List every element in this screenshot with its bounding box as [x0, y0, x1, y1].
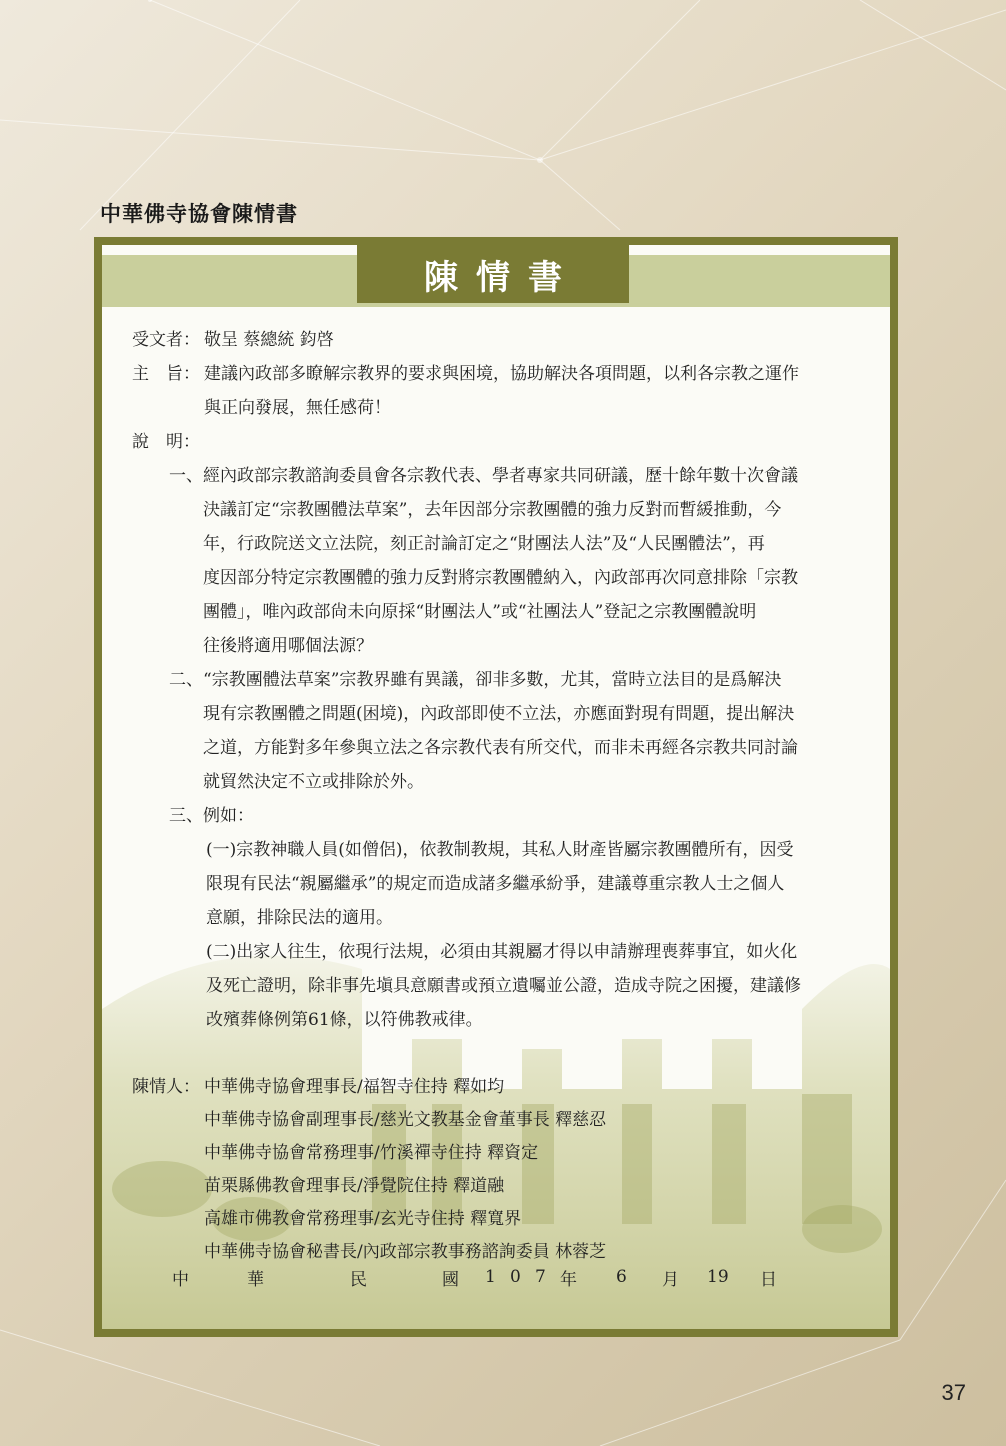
page-number: 37	[941, 1380, 966, 1405]
sub-item-2	[132, 935, 872, 1037]
item-line: 就貿然決定不立或排除於外。	[203, 772, 424, 792]
item-line: 現有宗教團體之問題(困境)，內政部即使不立法，亦應面對現有問題，提出解決	[203, 704, 795, 724]
section-title: 中華佛寺協會陳情書	[100, 202, 298, 226]
date-char: 國	[442, 1269, 459, 1290]
recipient-row	[132, 323, 872, 357]
item-number: 一、	[169, 466, 203, 486]
sub-item-1	[132, 833, 872, 935]
petitioner-line: 高雄市佛教會常務理事/玄光寺住持 釋寬界	[204, 1209, 522, 1229]
date-char: 0	[510, 1267, 521, 1287]
date-char: 中	[172, 1269, 189, 1290]
item-line: “宗教團體法草案”宗教界雖有異議，卻非多數，尤其，當時立法目的是爲解決	[203, 670, 782, 690]
sub-item-line: 改殯葬條例第61條，以符佛教戒律。	[206, 1010, 483, 1030]
explanation-label: 說 明：	[132, 432, 200, 452]
date-char: 7	[535, 1267, 546, 1287]
petitioner-line: 中華佛寺協會常務理事/竹溪禪寺住持 釋資定	[204, 1143, 539, 1163]
document-frame	[94, 237, 898, 1337]
item-line: 例如：	[203, 806, 254, 826]
date-char: 日	[760, 1269, 777, 1290]
sub-item-line: (二)出家人往生，依現行法規，必須由其親屬才得以申請辦理喪葬事宜，如火化	[206, 942, 798, 962]
item-line: 之道，方能對多年參與立法之各宗教代表有所交代，而非未再經各宗教共同討論	[203, 738, 798, 758]
date-char: 月	[662, 1269, 679, 1290]
subject-line: 建議內政部多瞭解宗教界的要求與困境，協助解決各項問題，以利各宗教之運作	[204, 364, 799, 384]
item-line: 經內政部宗教諮詢委員會各宗教代表、學者專家共同研議，歷十餘年數十次會議	[203, 466, 798, 486]
item-number: 二、	[169, 670, 203, 690]
date-char: 民	[350, 1269, 367, 1290]
petitioners-block	[132, 1070, 872, 1269]
document-paper	[102, 245, 890, 1329]
explanation-item-3	[132, 799, 872, 833]
petitioner-line: 苗栗縣佛教會理事長/淨覺院住持 釋道融	[204, 1176, 505, 1196]
petitioner-line: 中華佛寺協會副理事長/慈光文教基金會董事長 釋慈忍	[204, 1110, 607, 1130]
petitioner-line: 中華佛寺協會理事長/福智寺住持 釋如均	[204, 1077, 505, 1097]
item-number: 三、	[169, 806, 203, 826]
sub-item-line: (一)宗教神職人員(如僧侶)，依教制教規，其私人財產皆屬宗教團體所有，因受	[206, 840, 794, 860]
petitioner-line: 中華佛寺協會秘書長/內政部宗教事務諮詢委員 林蓉芝	[204, 1242, 607, 1262]
subject-line: 與正向發展，無任感荷！	[204, 398, 391, 418]
item-line: 決議訂定“宗教團體法草案”，去年因部分宗教團體的強力反對而暫緩推動，今	[203, 500, 782, 520]
subject-row	[132, 357, 872, 425]
explanation-item-2	[132, 663, 872, 799]
petitioners-label: 陳情人：	[132, 1077, 200, 1097]
item-line: 團體」，唯內政部尙未向原採“財團法人”或“社團法人”登記之宗教團體說明	[203, 602, 757, 622]
item-line: 度因部分特定宗教團體的強力反對將宗教團體納入，內政部再次同意排除「宗教	[203, 568, 798, 588]
item-line: 往後將適用哪個法源？	[203, 636, 373, 656]
date-char: 6	[616, 1267, 627, 1287]
recipient-value: 敬呈 蔡總統 鈞啓	[204, 330, 334, 350]
recipient-label: 受文者：	[132, 330, 200, 350]
explanation-item-1	[132, 459, 872, 663]
document-title: 陳情書	[424, 257, 580, 298]
sub-item-line: 及死亡證明，除非事先塡具意願書或預立遺囑並公證，造成寺院之困擾，建議修	[206, 976, 801, 996]
date-char: 年	[560, 1269, 577, 1290]
date-char: 1	[485, 1267, 496, 1287]
sub-item-line: 限現有民法“親屬繼承”的規定而造成諸多繼承紛爭，建議尊重宗教人士之個人	[206, 874, 785, 894]
item-line: 年，行政院送文立法院，刻正討論訂定之“財團法人法”及“人民團體法”，再	[203, 534, 765, 554]
sub-item-line: 意願，排除民法的適用。	[206, 908, 393, 928]
document-body	[132, 323, 872, 1269]
date-char: 19	[707, 1267, 729, 1287]
subject-label: 主 旨：	[132, 364, 200, 384]
title-box	[357, 245, 629, 303]
date-char: 華	[247, 1269, 264, 1290]
explanation-row	[132, 425, 872, 459]
